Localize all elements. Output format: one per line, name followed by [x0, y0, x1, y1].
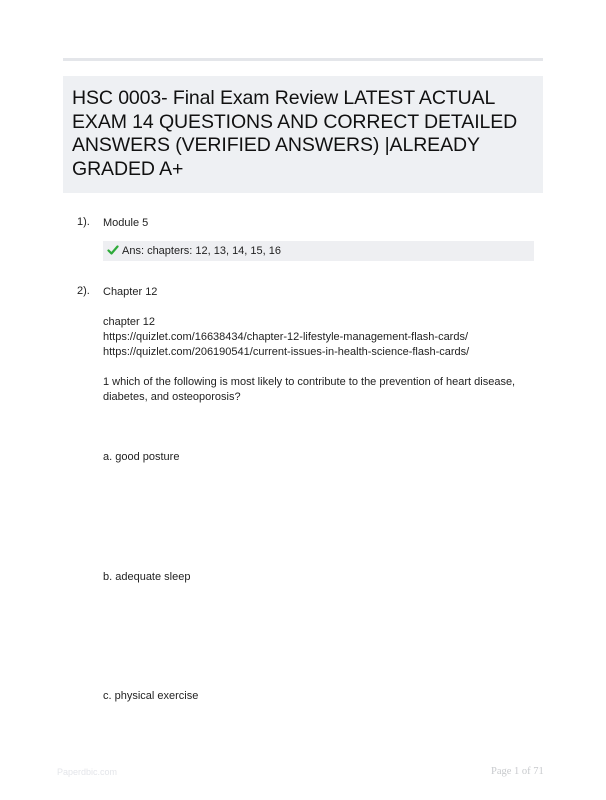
answer-text: Ans: chapters: 12, 13, 14, 15, 16: [122, 245, 281, 257]
check-icon: [107, 244, 119, 256]
question-prompt: Module 5: [103, 217, 149, 229]
body-line: chapter 12: [103, 316, 155, 328]
question-prompt: Chapter 12: [103, 286, 158, 298]
watermark-text: Paperdbic.com: [57, 767, 118, 777]
page-title: HSC 0003- Final Exam Review LATEST ACTUAL EXAM 14 QUESTIONS AND CORRECT DETAILED ANSWERS (VERIFIED ANSWERS) |ALREADY GRADED A+: [72, 87, 518, 180]
option-c: c. physical exercise: [103, 690, 199, 702]
link-text: https://quizlet.com/16638434/chapter-12-lifestyle-management-flash-cards/: [103, 331, 469, 343]
page-number: Page 1 of 71: [491, 766, 544, 777]
option-a: a. good posture: [103, 451, 180, 463]
option-b: b. adequate sleep: [103, 571, 191, 583]
link-text: https://quizlet.com/206190541/current-issues-in-health-science-flash-cards/: [103, 346, 470, 358]
top-divider: [63, 58, 543, 61]
title-banner: [63, 76, 543, 193]
question-number: 2).: [77, 285, 90, 297]
answer-box: [103, 241, 534, 261]
question-number: 1).: [77, 216, 90, 228]
question-text: 1 which of the following is most likely to contribute to the prevention of heart disease, diabetes, and osteoporosis?: [103, 376, 516, 403]
